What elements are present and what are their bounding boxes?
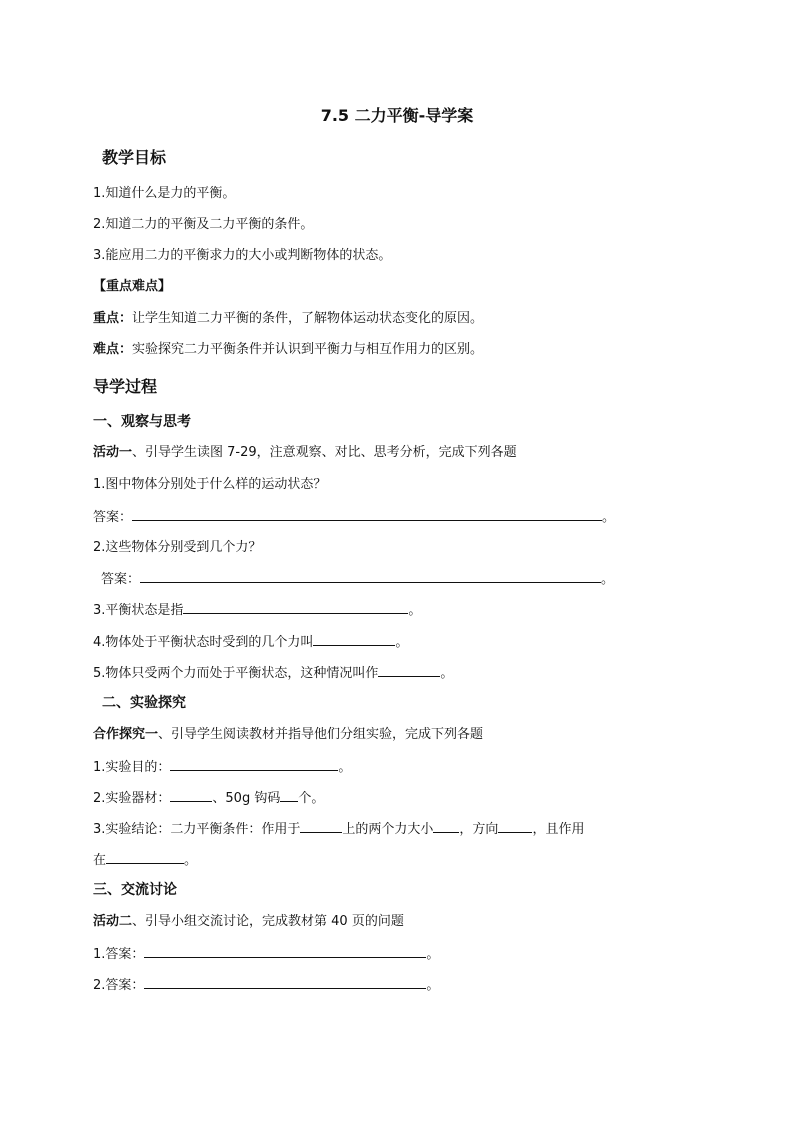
s1-answer-1	[93, 507, 615, 528]
question-text: 3.平衡状态是指	[93, 603, 184, 618]
question-text: 上的两个力大小	[342, 822, 434, 837]
period: 。	[426, 978, 440, 993]
period: 。	[440, 666, 454, 681]
answer-blank[interactable]	[140, 569, 601, 583]
coop-line	[93, 725, 483, 745]
answer-blank[interactable]	[300, 819, 342, 833]
answer-label: 1.答案：	[93, 947, 145, 962]
activity2-text: 、引导小组交流讨论，完成教材第 40 页的问题	[132, 914, 404, 929]
question-text: 1.实验目的：	[93, 760, 171, 775]
s1-question-5	[93, 663, 453, 684]
s1-question-1: 1.图中物体分别处于什么样的运动状态？	[93, 477, 327, 492]
focus-label: 重点：	[93, 311, 133, 326]
answer-label: 答案：	[101, 572, 141, 587]
answer-blank[interactable]	[170, 757, 338, 771]
answer-blank[interactable]	[183, 600, 408, 614]
answer-blank[interactable]	[170, 788, 212, 802]
s2-question-1	[93, 757, 351, 778]
goals-heading: 教学目标	[102, 148, 167, 167]
goal-item: 2.知道二力的平衡及二力平衡的条件。	[93, 217, 314, 232]
answer-blank[interactable]	[106, 850, 184, 864]
difficulty-label: 难点：	[93, 342, 133, 357]
difficulty-line	[93, 340, 483, 360]
question-text: ，方向	[459, 822, 499, 837]
answer-blank[interactable]	[313, 632, 395, 646]
period: 。	[184, 853, 198, 868]
answer-label: 答案：	[93, 510, 133, 525]
answer-blank[interactable]	[280, 788, 298, 802]
s2-question-3-cont	[93, 850, 197, 871]
question-text: 5.物体只受两个力而处于平衡状态，这种情况叫作	[93, 666, 379, 681]
goal-item: 1.知道什么是力的平衡。	[93, 186, 236, 201]
s2-question-3	[93, 819, 584, 840]
period: 。	[408, 603, 422, 618]
period: 。	[601, 572, 615, 587]
question-text: 、50g 钩码	[212, 791, 281, 806]
activity1-line	[93, 443, 517, 463]
activity1-text: 、引导学生读图 7-29，注意观察、对比、思考分析，完成下列各题	[132, 445, 517, 460]
answer-blank[interactable]	[498, 819, 532, 833]
question-text: ，且作用	[532, 822, 585, 837]
period: 。	[338, 760, 352, 775]
s1-question-3	[93, 600, 421, 621]
s1-answer-2	[101, 569, 614, 590]
question-text: 3.实验结论：二力平衡条件：作用于	[93, 822, 301, 837]
period: 。	[426, 947, 440, 962]
s1-question-2: 2.这些物体分别受到几个力？	[93, 540, 262, 555]
answer-blank[interactable]	[433, 819, 459, 833]
s2-question-2	[93, 788, 324, 809]
section3-heading: 三、交流讨论	[93, 882, 177, 898]
activity1-label: 活动一	[93, 445, 133, 460]
question-text: 在	[93, 853, 107, 868]
answer-blank[interactable]	[132, 507, 602, 521]
section1-heading: 一、观察与思考	[93, 414, 191, 430]
goal-item: 3.能应用二力的平衡求力的大小或判断物体的状态。	[93, 248, 392, 263]
focus-text: 让学生知道二力平衡的条件，了解物体运动状态变化的原因。	[132, 311, 484, 326]
answer-blank[interactable]	[144, 975, 426, 989]
period: 。	[395, 635, 409, 650]
coop-text: 、引导学生阅读教材并指导他们分组实验，完成下列各题	[158, 727, 484, 742]
s1-question-4	[93, 632, 408, 653]
focus-line	[93, 309, 483, 329]
activity2-label: 活动二	[93, 914, 133, 929]
difficulty-text: 实验探究二力平衡条件并认识到平衡力与相互作用力的区别。	[132, 342, 484, 357]
answer-blank[interactable]	[378, 663, 440, 677]
coop-label: 合作探究一	[93, 727, 159, 742]
answer-blank[interactable]	[144, 944, 426, 958]
question-text: 2.实验器材：	[93, 791, 171, 806]
process-heading: 导学过程	[93, 377, 158, 396]
activity2-line	[93, 912, 404, 932]
s3-answer-1	[93, 944, 439, 965]
key-points-heading: 【重点难点】	[93, 279, 172, 294]
s3-answer-2	[93, 975, 439, 996]
page-title: 7.5 二力平衡-导学案	[320, 106, 474, 125]
question-text: 4.物体处于平衡状态时受到的几个力叫	[93, 635, 314, 650]
period: 。	[602, 510, 616, 525]
section2-heading: 二、实验探究	[102, 695, 186, 711]
question-text: 个。	[298, 791, 325, 806]
answer-label: 2.答案：	[93, 978, 145, 993]
